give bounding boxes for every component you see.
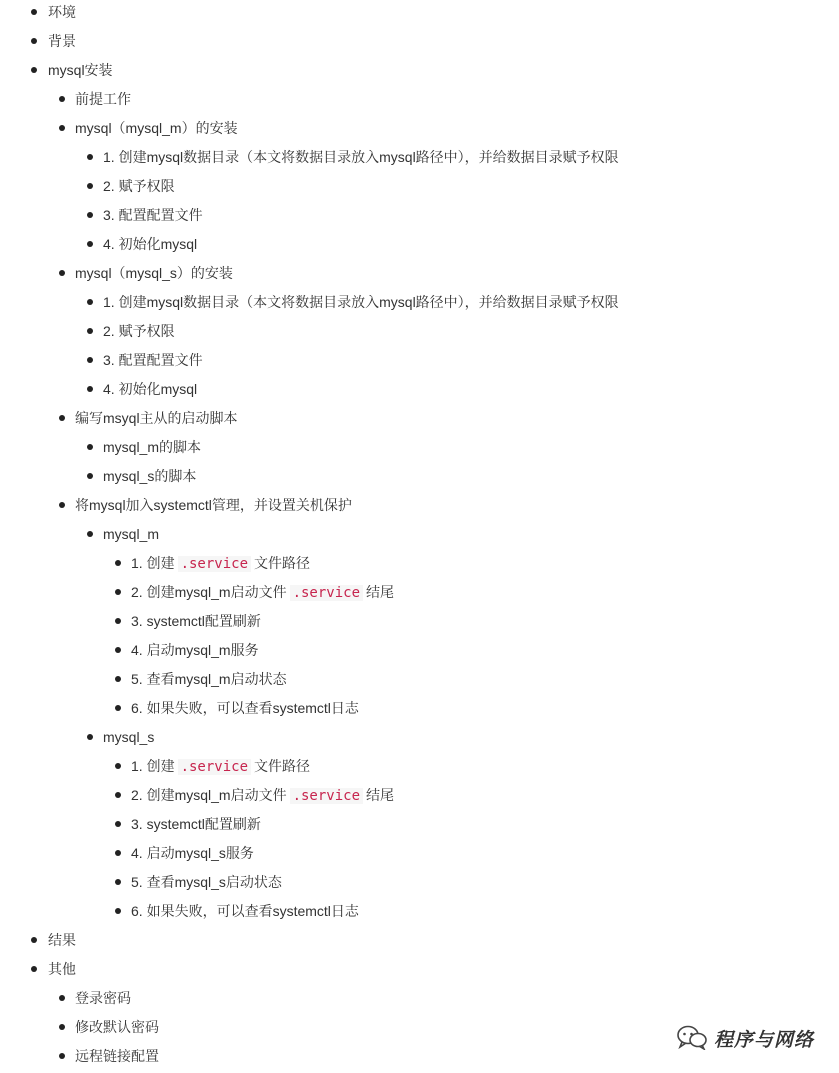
toc-item[interactable]: 2. 创建mysql_m启动文件 .service 结尾 — [0, 580, 839, 609]
toc-item[interactable]: 编写msyql主从的启动脚本 — [0, 406, 839, 435]
toc-item[interactable]: 3. 配置配置文件 — [0, 203, 839, 232]
toc-item[interactable]: mysql（mysql_s）的安装 — [0, 261, 839, 290]
toc-item[interactable]: mysql_m的脚本 — [0, 435, 839, 464]
toc-item[interactable]: 修改默认密码 — [0, 1015, 839, 1044]
code-span: .service — [178, 556, 251, 572]
toc-item[interactable]: 2. 创建mysql_m启动文件 .service 结尾 — [0, 783, 839, 812]
toc-item[interactable]: mysql_m — [0, 522, 839, 551]
toc-item[interactable]: 结果 — [0, 928, 839, 957]
toc-item[interactable]: 5. 查看mysql_s启动状态 — [0, 870, 839, 899]
code-span: .service — [178, 759, 251, 775]
toc-item[interactable]: 3. 配置配置文件 — [0, 348, 839, 377]
toc-item[interactable]: 远程链接配置 — [0, 1044, 839, 1073]
toc-item[interactable]: 4. 初始化mysql — [0, 377, 839, 406]
code-span: .service — [290, 788, 363, 804]
toc-item[interactable]: mysql_s的脚本 — [0, 464, 839, 493]
toc-item[interactable]: 2. 赋予权限 — [0, 319, 839, 348]
code-span: .service — [290, 585, 363, 601]
toc-item[interactable]: 1. 创建 .service 文件路径 — [0, 551, 839, 580]
wechat-icon — [676, 1024, 708, 1053]
toc-item[interactable]: 1. 创建mysql数据目录（本文将数据目录放入mysql路径中），并给数据目录赋予权限 — [0, 145, 839, 174]
toc-item[interactable]: 登录密码 — [0, 986, 839, 1015]
watermark-text: 程序与网络 — [714, 1030, 815, 1051]
toc-item[interactable]: 2. 赋予权限 — [0, 174, 839, 203]
toc-item[interactable]: 6. 如果失败，可以查看systemctl日志 — [0, 696, 839, 725]
toc-item[interactable]: 4. 启动mysql_m服务 — [0, 638, 839, 667]
toc-item[interactable]: mysql_s — [0, 725, 839, 754]
toc-item[interactable]: 1. 创建 .service 文件路径 — [0, 754, 839, 783]
toc-item[interactable]: 4. 初始化mysql — [0, 232, 839, 261]
toc-item[interactable]: 5. 查看mysql_m启动状态 — [0, 667, 839, 696]
toc-item[interactable]: mysql（mysql_m）的安装 — [0, 116, 839, 145]
toc-item[interactable]: 其他 — [0, 957, 839, 986]
toc-item[interactable]: 4. 启动mysql_s服务 — [0, 841, 839, 870]
toc-item[interactable]: 1. 创建mysql数据目录（本文将数据目录放入mysql路径中），并给数据目录赋予权限 — [0, 290, 839, 319]
toc-item[interactable]: 环境 — [0, 0, 839, 29]
toc-item[interactable]: mysql安装 — [0, 58, 839, 87]
toc-item[interactable]: 3. systemctl配置刷新 — [0, 812, 839, 841]
toc-item[interactable]: 3. systemctl配置刷新 — [0, 609, 839, 638]
toc-item[interactable]: 6. 如果失败，可以查看systemctl日志 — [0, 899, 839, 928]
toc-item[interactable]: 背景 — [0, 29, 839, 58]
toc-item[interactable]: 将mysql加入systemctl管理，并设置关机保护 — [0, 493, 839, 522]
watermark — [676, 1024, 814, 1053]
toc-item[interactable]: 前提工作 — [0, 87, 839, 116]
